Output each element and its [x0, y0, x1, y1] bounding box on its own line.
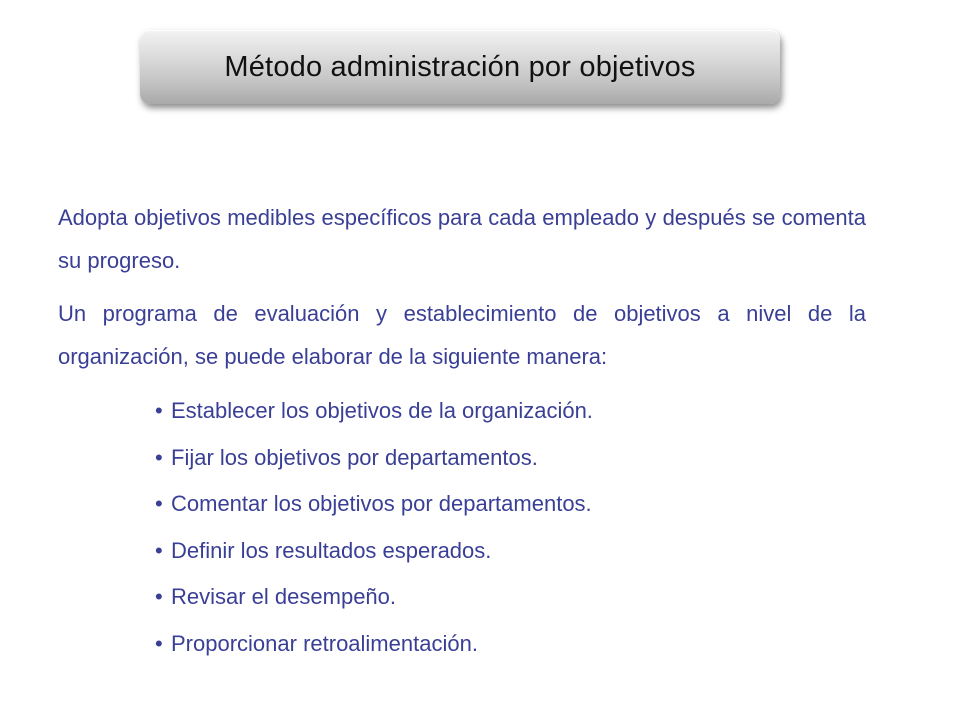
- list-item-text: Comentar los objetivos por departamentos.: [171, 491, 592, 516]
- bullet-icon: •: [155, 491, 163, 516]
- bullet-icon: •: [155, 537, 163, 563]
- list-item: [155, 528, 866, 575]
- slide-title: Método administración por objetivos: [224, 50, 696, 83]
- list-item: [155, 435, 866, 482]
- title-banner: [140, 30, 780, 104]
- bullet-icon: •: [155, 584, 163, 609]
- list-item-text: Definir los resultados esperados.: [171, 537, 492, 563]
- steps-list: [58, 388, 866, 667]
- intro-paragraph: Adopta objetivos medibles específicos para cada empleado y después se comenta su progreso.: [58, 205, 866, 273]
- list-item-text: Proporcionar retroalimentación.: [171, 630, 478, 656]
- list-item: [155, 621, 866, 668]
- slide-content: [58, 196, 866, 667]
- bullet-icon: •: [155, 398, 163, 423]
- bullet-icon: •: [155, 630, 163, 656]
- list-item: [155, 388, 866, 435]
- bullet-icon: •: [155, 444, 163, 470]
- list-item: [155, 481, 866, 528]
- program-paragraph: Un programa de evaluación y establecimiento de objetivos a nivel de la organización, se puede elaborar de la siguiente manera:: [58, 301, 866, 369]
- list-item-text: Fijar los objetivos por departamentos.: [171, 444, 538, 470]
- list-item: [155, 574, 866, 621]
- list-item-text: Establecer los objetivos de la organización.: [171, 398, 593, 423]
- list-item-text: Revisar el desempeño.: [171, 584, 397, 609]
